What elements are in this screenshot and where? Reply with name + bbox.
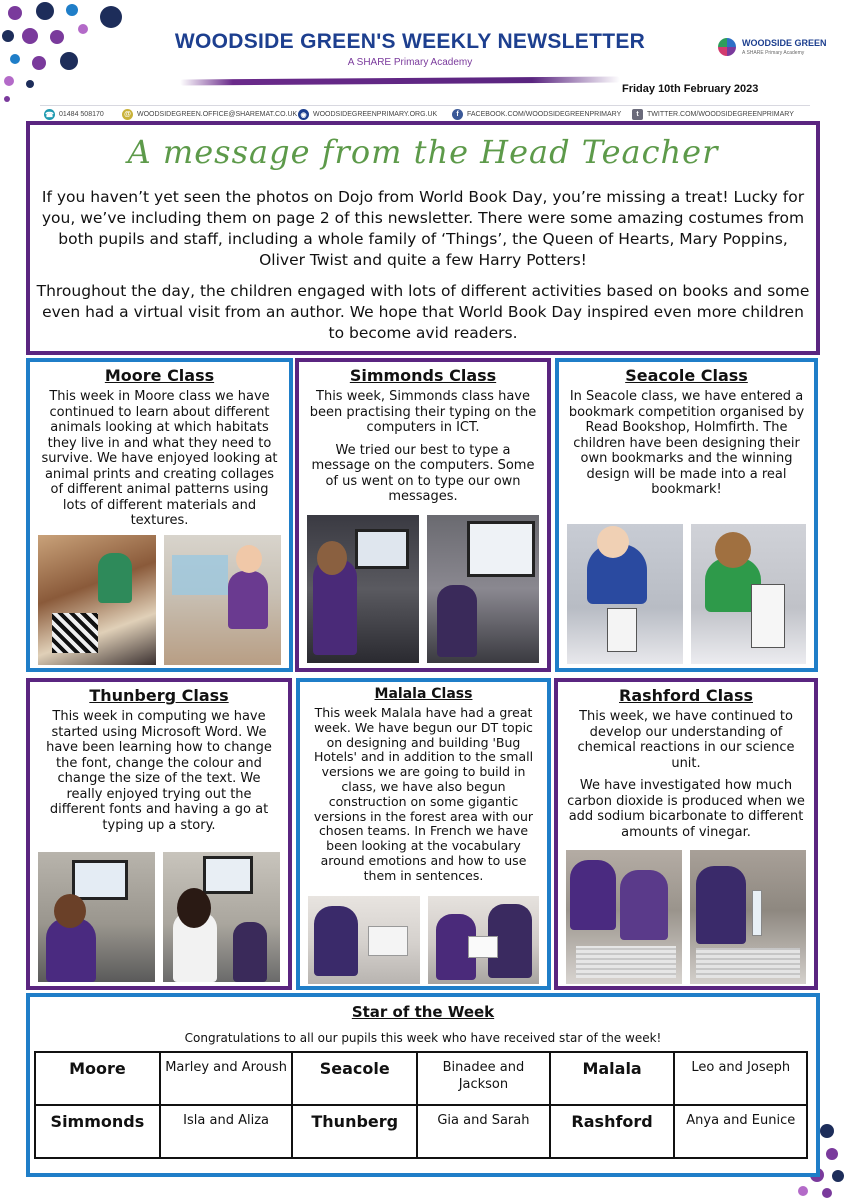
child-apron	[98, 553, 132, 603]
child-purple-jumper	[696, 866, 746, 944]
pupil-names-cell: Isla and Aliza	[160, 1105, 293, 1158]
moore-class-paragraph: This week in Moore class we have continued to learn about different animals looking at which habitats they live in and what they need to survive. We have enjoyed looking at animal prints and creating collages of different animal patterns using lots of different materials and textures.	[41, 389, 278, 528]
phone-number: 01484 508170	[59, 111, 104, 118]
thunberg-class-section	[26, 678, 292, 990]
thunberg-photo-2	[163, 852, 280, 982]
simmonds-class-paragraph-2: We tried our best to type a message on the computers. Some of us went on to type our own messages.	[311, 442, 535, 504]
email-address[interactable]: WOODSIDEGREEN.OFFICE@SHAREMAT.CO.UK	[137, 111, 298, 118]
malala-class-paragraph: This week Malala have had a great week. We have begun our DT topic on designing and building 'Bug Hotels' and in addition to the small versions we are going to build in class, we have also begun construction on some gigantic versions in the forest area with our chosen teams. In French we have been looking at the vocabulary around emotions and how to use them in sentences.	[313, 705, 534, 883]
child-head	[236, 545, 262, 573]
child-purple-jumper	[570, 860, 616, 930]
seacole-class-section	[555, 358, 818, 672]
head-teacher-section	[26, 121, 820, 355]
twitter-url[interactable]: TWITTER.COM/WOODSIDEGREENPRIMARY	[647, 111, 794, 118]
phone-icon: ☎	[44, 109, 55, 120]
bug-hotel-model	[368, 926, 408, 956]
computer-monitor	[203, 856, 253, 894]
child-dark-jumper	[233, 922, 267, 982]
email-icon: @	[122, 109, 133, 120]
rashford-class-paragraph-2: We have investigated how much carbon dioxide is produced when we add sodium bicarbonate to different amounts of vinegar.	[567, 778, 805, 840]
contact-website[interactable]	[298, 109, 437, 120]
simmonds-class-heading: Simmonds Class	[349, 366, 497, 385]
moore-class-photos	[38, 535, 281, 665]
rashford-class-text	[566, 709, 806, 840]
contact-phone	[44, 109, 104, 120]
child-purple-jumper	[228, 571, 268, 629]
malala-class-photos	[308, 896, 539, 984]
head-teacher-paragraph-1: If you haven’t yet seen the photos on Dojo from World Book Day, you’re missing a treat! Lucky for you, we’ve including them on page 2 of this newsletter. There were some amazing costumes from both pupils and staff, including a whole family of ‘Things’, the Queen of Hearts, Mary Poppins, Oliver Twist and quite a few Harry Potters!	[41, 188, 805, 269]
logo-name: WOODSIDE GREEN	[742, 38, 827, 48]
head-teacher-heading: A message from the Head Teacher	[127, 133, 719, 171]
contact-facebook[interactable]	[452, 109, 621, 120]
child-purple-jumper	[437, 585, 477, 657]
newspaper-table-cover	[696, 948, 800, 978]
star-of-the-week-table	[34, 1051, 808, 1159]
contact-email[interactable]	[122, 109, 297, 120]
seacole-class-photos	[567, 524, 806, 664]
moore-photo-2	[164, 535, 282, 665]
child-head	[715, 532, 751, 568]
school-logo-icon	[718, 38, 736, 56]
child-head	[317, 541, 347, 575]
class-name-cell: Seacole	[292, 1052, 417, 1105]
rashford-photo-2	[690, 850, 806, 984]
pupil-names-cell: Binadee and Jackson	[417, 1052, 550, 1105]
computer-monitor	[355, 529, 409, 569]
child-head	[597, 526, 629, 558]
simmonds-class-paragraph-1: This week, Simmonds class have been practising their typing on the computers in ICT.	[309, 389, 537, 435]
contact-twitter[interactable]	[632, 109, 794, 120]
moore-class-heading: Moore Class	[104, 366, 215, 385]
child-purple-jumper	[314, 906, 358, 976]
seacole-class-paragraph: In Seacole class, we have entered a bookmark competition organised by Read Bookshop, Holmfirth. The children have been designing their own bookmarks and the winning design will be made into a real bookmark!	[568, 389, 805, 497]
bookmark-drawing	[751, 584, 785, 648]
star-of-the-week-heading: Star of the Week	[351, 1003, 495, 1021]
twitter-icon: t	[632, 109, 643, 120]
rashford-class-heading: Rashford Class	[619, 686, 753, 705]
simmonds-class-text	[307, 389, 539, 505]
class-name-cell: Simmonds	[35, 1105, 160, 1158]
newspaper-table-cover	[576, 946, 676, 978]
decorative-dots-top-left	[0, 0, 130, 110]
child-purple-jumper	[620, 870, 668, 940]
seacole-photo-1	[567, 524, 683, 664]
rashford-photo-1	[566, 850, 682, 984]
malala-photo-1	[308, 896, 420, 984]
thunberg-class-text	[38, 709, 280, 833]
thunberg-class-photos	[38, 852, 280, 982]
pupil-names-cell: Gia and Sarah	[417, 1105, 550, 1158]
simmonds-photo-1	[307, 515, 419, 663]
thunberg-class-heading: Thunberg Class	[89, 686, 229, 705]
bug-hotel-model	[468, 936, 498, 958]
rashford-class-section	[554, 678, 818, 990]
newsletter-subtitle: A SHARE Primary Academy	[347, 57, 473, 68]
brush-stroke-divider	[180, 76, 620, 85]
computer-monitor	[72, 860, 128, 900]
seacole-class-text	[567, 389, 806, 498]
rashford-class-photos	[566, 850, 806, 984]
malala-class-section	[296, 678, 551, 990]
globe-icon: ◉	[298, 109, 309, 120]
logo-subtitle: A SHARE Primary Academy	[742, 50, 805, 56]
simmonds-class-photos	[307, 515, 539, 663]
computer-monitor	[467, 521, 535, 577]
moore-class-section	[26, 358, 293, 672]
child-head	[177, 888, 211, 928]
website-url[interactable]: WOODSIDEGREENPRIMARY.ORG.UK	[313, 111, 438, 118]
newsletter-date: Friday 10th February 2023	[622, 83, 759, 95]
malala-class-text	[308, 706, 539, 884]
class-name-cell: Malala	[550, 1052, 675, 1105]
star-of-the-week-section	[26, 993, 820, 1177]
malala-class-heading: Malala Class	[374, 686, 473, 702]
malala-photo-2	[428, 896, 540, 984]
rashford-class-paragraph-1: This week, we have continued to develop our understanding of chemical reactions in our science unit.	[577, 709, 795, 771]
simmonds-photo-2	[427, 515, 539, 663]
zebra-print-collage	[52, 613, 98, 653]
facebook-icon: f	[452, 109, 463, 120]
head-teacher-paragraph-2: Throughout the day, the children engaged with lots of different activities based on books and some even had a virtual visit from an author. We hope that World Book Day inspired even more children to become avid readers.	[36, 282, 810, 342]
child-head	[54, 894, 86, 928]
table-row	[35, 1105, 807, 1158]
moore-photo-1	[38, 535, 156, 665]
school-logo	[712, 30, 827, 68]
pupil-names-cell: Anya and Eunice	[674, 1105, 807, 1158]
seacole-photo-2	[691, 524, 807, 664]
facebook-url[interactable]: FACEBOOK.COM/WOODSIDEGREENPRIMARY	[467, 111, 622, 118]
water-tray	[172, 555, 228, 595]
class-name-cell: Thunberg	[292, 1105, 417, 1158]
pupil-names-cell: Marley and Aroush	[160, 1052, 293, 1105]
thunberg-photo-1	[38, 852, 155, 982]
class-name-cell: Rashford	[550, 1105, 675, 1158]
thunberg-class-paragraph: This week in computing we have started using Microsoft Word. We have been learning how to change the font, change the colour and change the size of the text. We really enjoyed trying out the different fonts and having a go at typing up a story.	[46, 709, 272, 833]
moore-class-text	[38, 389, 281, 529]
seacole-class-heading: Seacole Class	[625, 366, 748, 385]
class-name-cell: Moore	[35, 1052, 160, 1105]
test-tube	[752, 890, 762, 936]
bookmark-drawing	[607, 608, 637, 652]
pupil-names-cell: Leo and Joseph	[674, 1052, 807, 1105]
star-of-the-week-intro: Congratulations to all our pupils this week who have received star of the week!	[184, 1031, 662, 1045]
table-row	[35, 1052, 807, 1105]
newsletter-title: WOODSIDE GREEN'S WEEKLY NEWSLETTER	[174, 30, 646, 53]
simmonds-class-section	[295, 358, 551, 672]
